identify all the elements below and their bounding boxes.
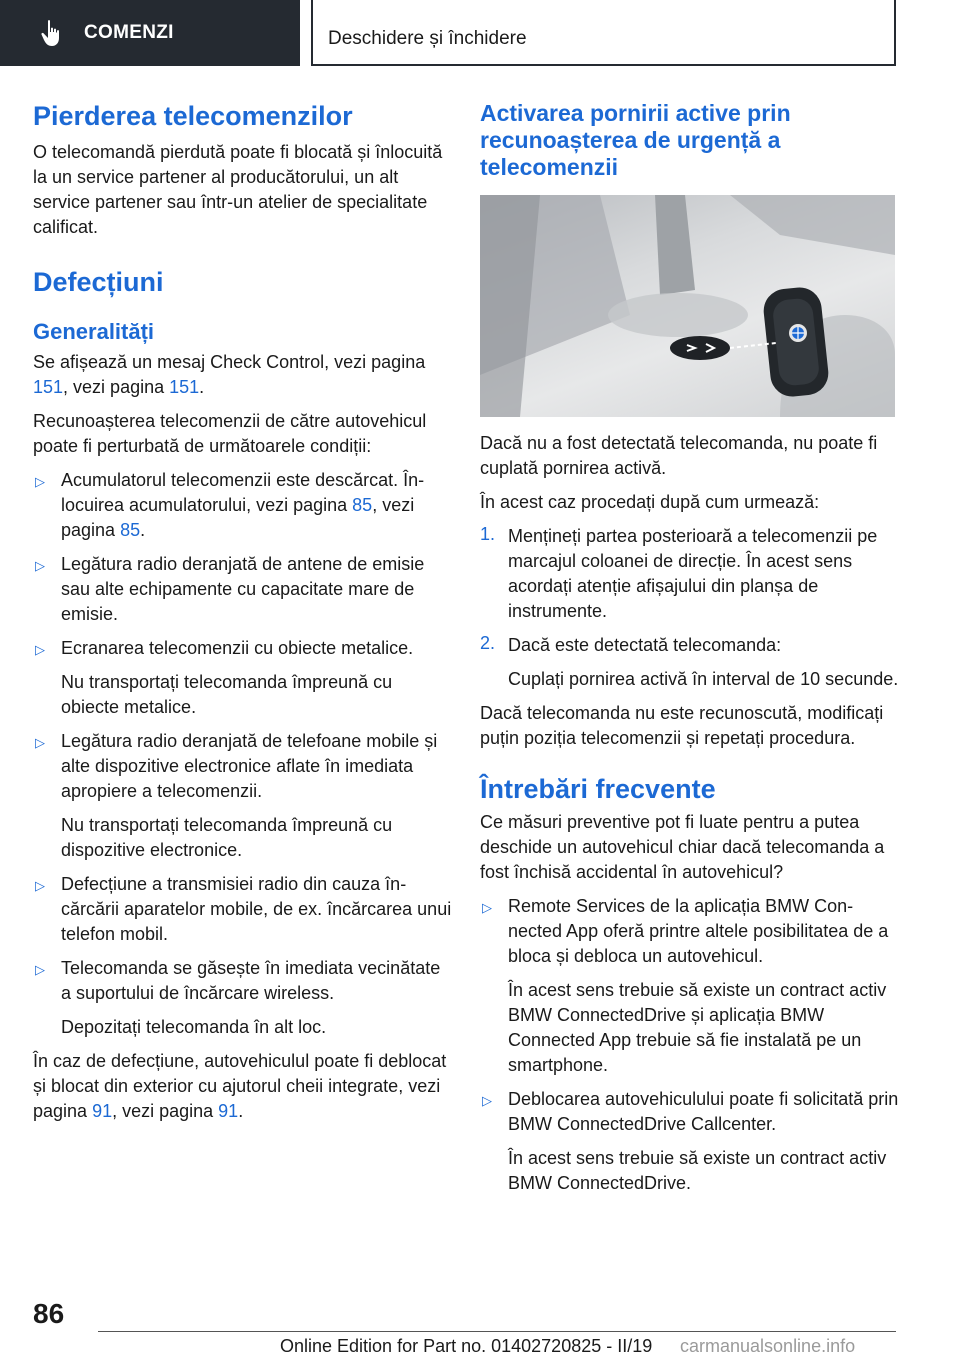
page-link-85[interactable]: 85 bbox=[352, 495, 373, 515]
page-link-91[interactable]: 91 bbox=[92, 1101, 113, 1121]
page-link-85[interactable]: 85 bbox=[120, 520, 141, 540]
heading-emergency-start: Activarea pornirii active prin recunoașterea de urgență a telecomenzii bbox=[480, 100, 791, 180]
list-item-note: În acest sens trebuie să existe un contract activ BMW ConnectedDrive și aplicația BMW Connected App trebuie să fie instalată pe un smartphone. bbox=[508, 980, 887, 1075]
right-column bbox=[480, 100, 900, 1196]
step-number: 2. bbox=[480, 633, 496, 653]
chapter-label: Deschidere și închidere bbox=[328, 28, 527, 49]
list-item-note: Nu transportați telecomanda împreună cu obiecte metalice. bbox=[61, 672, 393, 717]
footer-divider bbox=[98, 1331, 896, 1332]
paragraph-lost-remotes: O telecomandă pierdută poate fi blocată și înlocuită la un service partener al producătorului, un alt service partener sau într-un atelier de specialitate calificat. bbox=[33, 142, 443, 237]
paragraph-check-control: Se afișează un mesaj Check Control, vezi pagina 151, vezi pagina 151. bbox=[33, 352, 426, 397]
paragraph-not-detected: Dacă nu a fost detectată telecomanda, nu poate fi cuplată pornirea activă. bbox=[480, 433, 878, 478]
triangle-bullet-icon: ▷ bbox=[35, 558, 45, 573]
page-link-91[interactable]: 91 bbox=[218, 1101, 239, 1121]
list-item: ▷ Legătura radio deranjată de telefoane mobile și alte dispozitive electronice aflate în imediata apropiere a telecomenzii. bbox=[33, 729, 453, 804]
list-item: ▷ Legătura radio deranjată de antene de emisie sau alte echipamente cu capacitate mare de emisie. bbox=[33, 552, 453, 627]
watermark: carmanualsonline.info bbox=[680, 1336, 856, 1356]
list-item-note: Cuplați pornirea activă în interval de 10 secunde. bbox=[508, 669, 899, 689]
chapter-tab[interactable] bbox=[311, 0, 896, 66]
triangle-bullet-icon: ▷ bbox=[35, 878, 45, 893]
heading-faults: Defecțiuni bbox=[33, 267, 164, 297]
car-interior-illustration bbox=[480, 195, 895, 417]
paragraph-faq: Ce măsuri preventive pot fi luate pentru a putea deschide un autovehicul chiar dacă telecomanda a fost închisă accidental în autovehicul? bbox=[480, 812, 885, 882]
page-link-151[interactable]: 151 bbox=[33, 377, 64, 397]
page-number: 86 bbox=[33, 1298, 65, 1329]
list-item-note: În acest sens trebuie să existe un contract activ BMW ConnectedDrive. bbox=[508, 1148, 887, 1193]
triangle-bullet-icon: ▷ bbox=[35, 642, 45, 657]
list-item: ▷ Deblocarea autovehiculului poate fi solicitată prin BMW ConnectedDrive Callcenter. bbox=[480, 1087, 900, 1137]
triangle-bullet-icon: ▷ bbox=[482, 1093, 492, 1108]
step-number: 1. bbox=[480, 524, 496, 544]
list-item-note: Depozitați telecomanda în alt loc. bbox=[61, 1017, 327, 1037]
hand-pointer-icon bbox=[40, 19, 64, 47]
paragraph-not-recognized: Dacă telecomanda nu este recunoscută, modificați puțin poziția telecomenzii și repetați procedura. bbox=[480, 703, 884, 748]
list-item: ▷ Defecțiune a transmisiei radio din cauza încărcării aparatelor mobile, de ex. încărcarea unui telefon mobil. bbox=[33, 872, 453, 947]
list-item: ▷ Acumulatorul telecomenzii este descărcat. Înlocuirea acumulatorului, vezi pagina 85, vezi pagina 85. bbox=[33, 468, 453, 543]
paragraph-fault-unlock: În caz de defecțiune, autovehiculul poate fi deblocat și blocat din exterior cu ajutorul cheii integrate, vezi pagina 91, vezi pagina 91. bbox=[33, 1051, 447, 1121]
triangle-bullet-icon: ▷ bbox=[35, 735, 45, 750]
paragraph-procedure: În acest caz procedați după cum urmează: bbox=[480, 492, 820, 512]
list-item: ▷ Ecranarea telecomenzii cu obiecte metalice. bbox=[33, 636, 453, 661]
heading-faq: Întrebări frecvente bbox=[480, 774, 716, 804]
list-item: ▷ Remote Services de la aplicația BMW Connected App oferă printre altele posibilitatea de a bloca și debloca un autovehicul. bbox=[480, 894, 900, 969]
steering-column-photo bbox=[480, 195, 895, 417]
heading-general: Generalități bbox=[33, 319, 155, 344]
left-column bbox=[33, 100, 453, 1124]
page-header bbox=[0, 0, 960, 66]
triangle-bullet-icon: ▷ bbox=[35, 962, 45, 977]
list-item: 2. Dacă este detectată telecomanda: bbox=[480, 633, 900, 658]
page-link-151[interactable]: 151 bbox=[169, 377, 200, 397]
list-item: ▷ Telecomanda se găsește în imediata vecinătate a suportului de încărcare wireless. bbox=[33, 956, 453, 1006]
heading-lost-remotes: Pierderea telecomenzilor bbox=[33, 101, 353, 131]
section-label: COMENZI bbox=[84, 22, 174, 43]
edition-text: Online Edition for Part no. 01402720825 - II/19 bbox=[280, 1336, 653, 1356]
section-tab[interactable] bbox=[0, 0, 300, 66]
triangle-bullet-icon: ▷ bbox=[35, 474, 45, 489]
list-item-note: Nu transportați telecomanda împreună cu dispozitive electronice. bbox=[61, 815, 393, 860]
list-item: 1. Mențineți partea posterioară a telecomenzii pe marcajul coloanei de direcție. În acest sens acordați atenție afișajului din planșa de instrumente. bbox=[480, 524, 900, 624]
paragraph-recognition: Recunoașterea telecomenzii de către autovehicul poate fi perturbată de următoarele condiții: bbox=[33, 411, 427, 456]
triangle-bullet-icon: ▷ bbox=[482, 900, 492, 915]
